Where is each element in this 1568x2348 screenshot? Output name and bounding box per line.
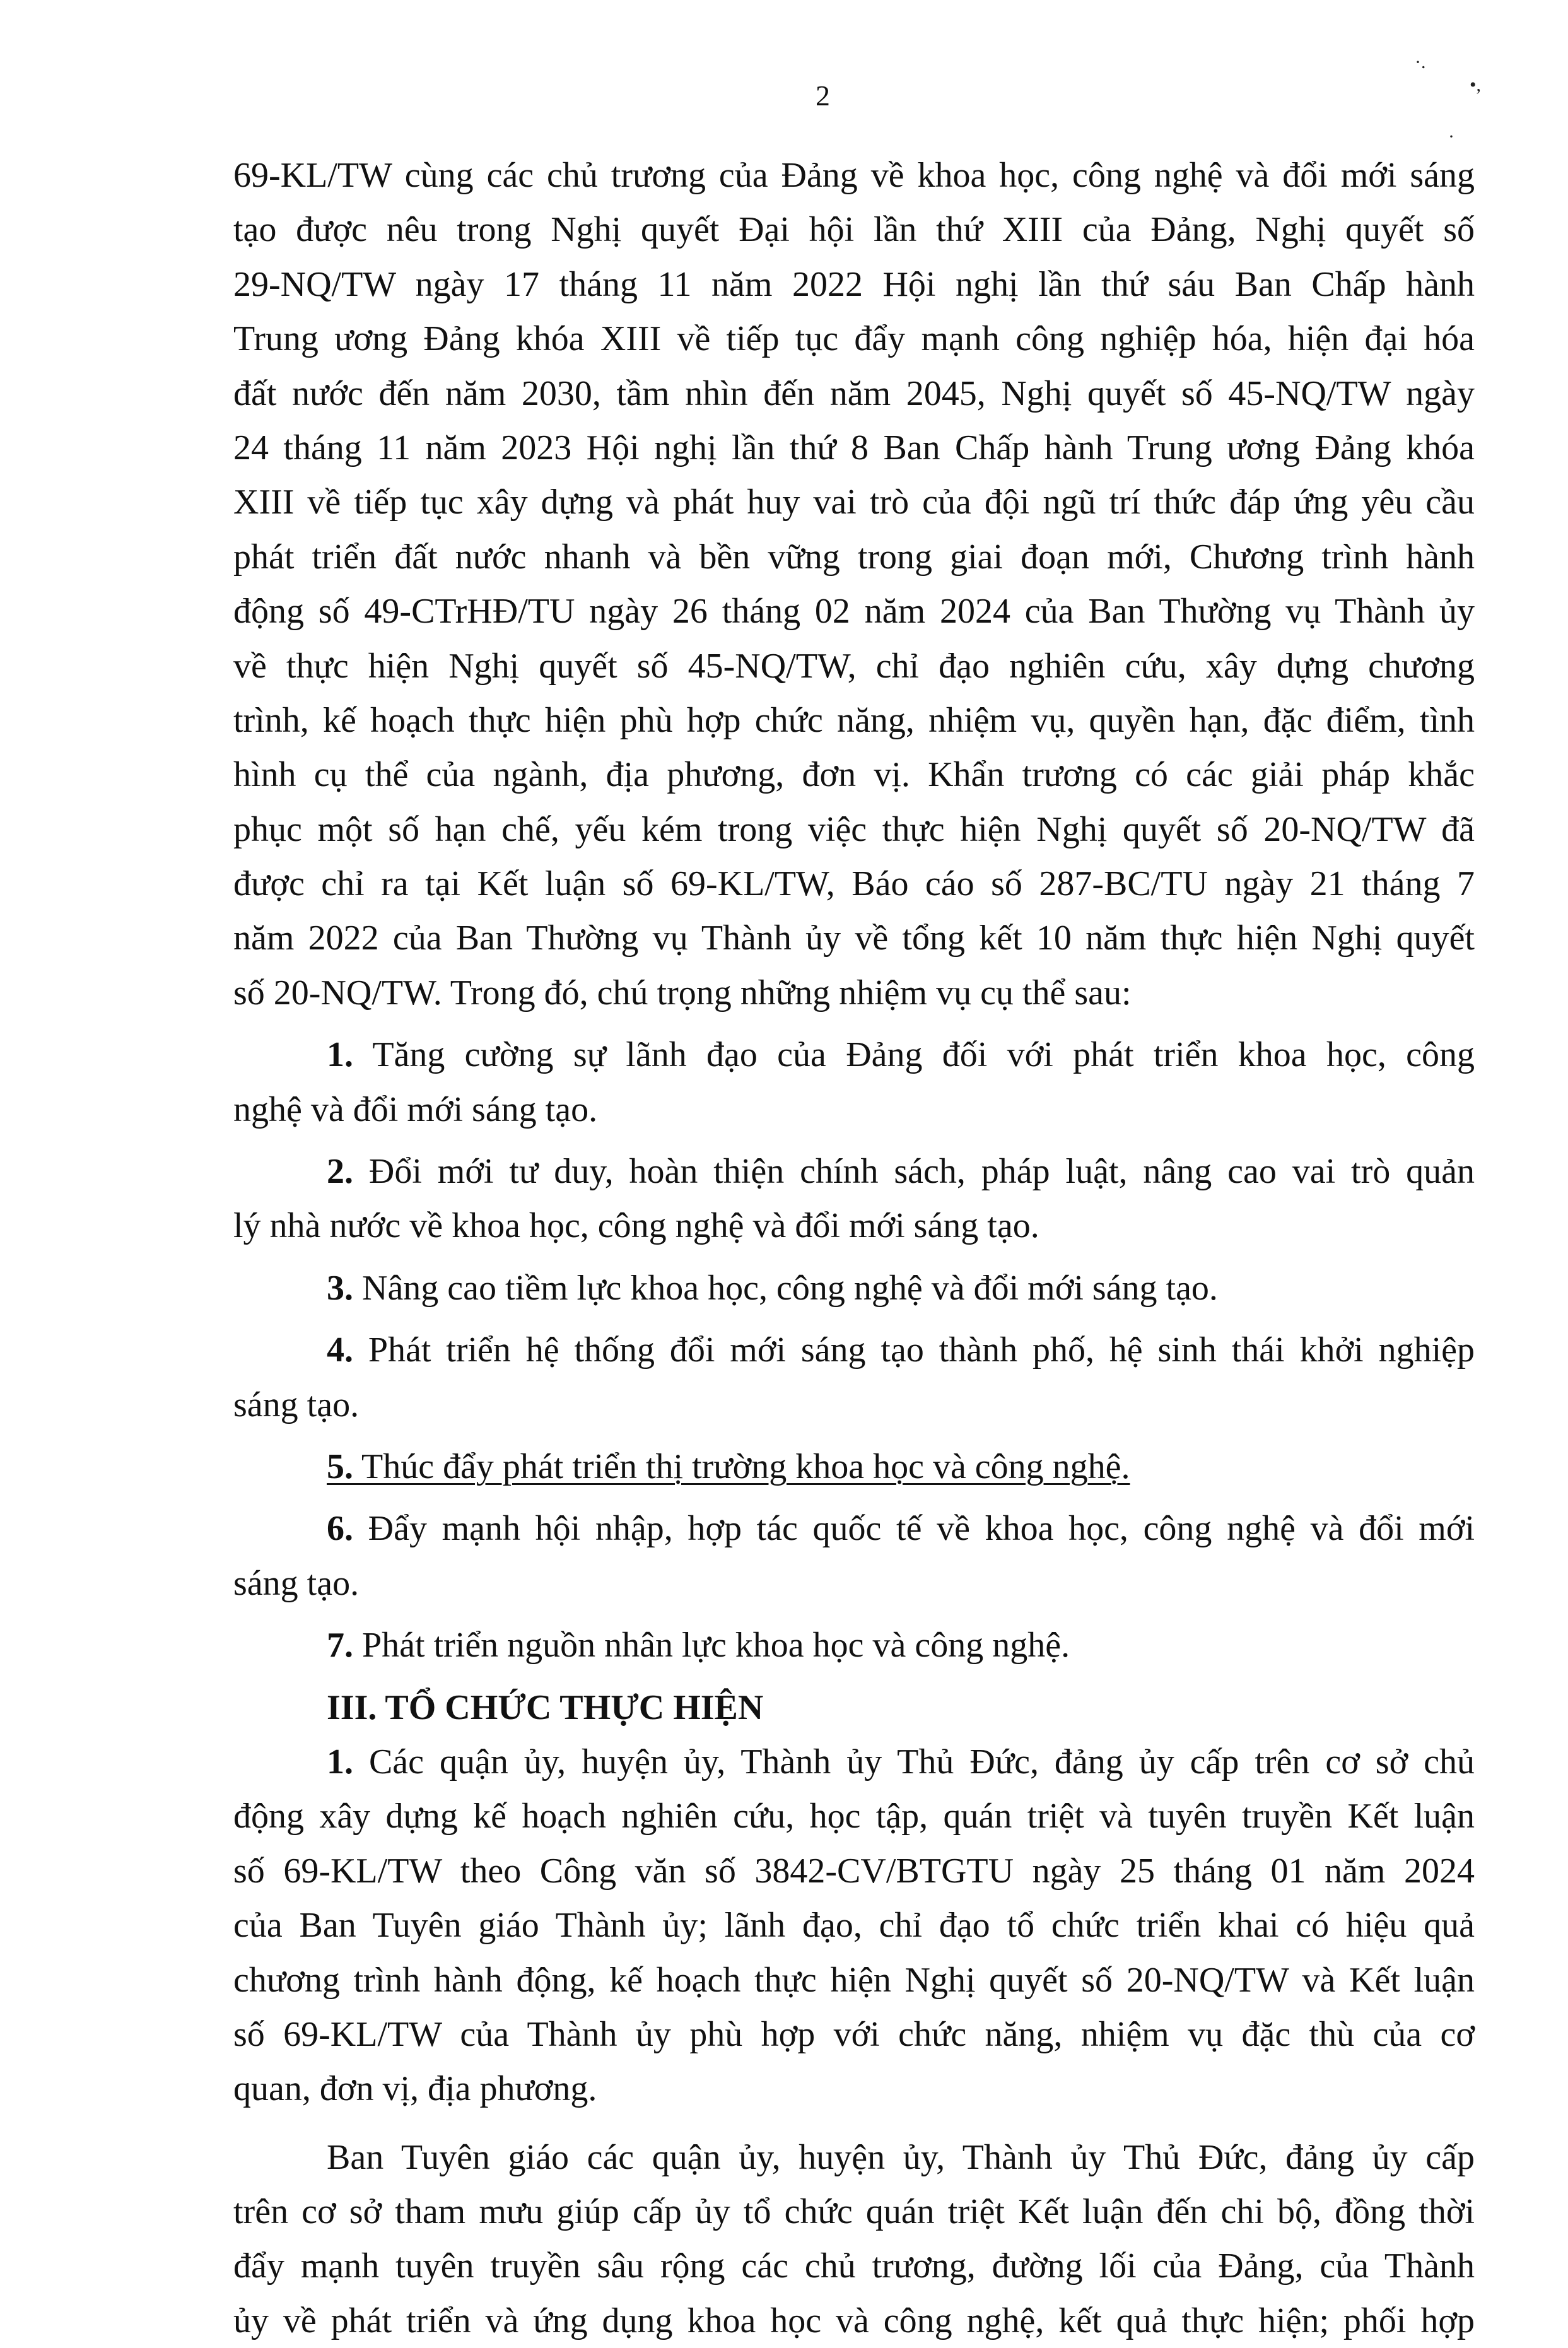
task-item-7 <box>233 1618 1475 1672</box>
scan-speck: · <box>1448 126 1454 147</box>
paragraph-line: phục một số hạn chế, yếu kém trong việc thực hiện Nghị quyết số 20-NQ/TW đã <box>233 809 1475 849</box>
implementation-text: quan, đơn vị, địa phương. <box>233 2069 597 2109</box>
paragraph-line: 24 tháng 11 năm 2023 Hội nghị lần thứ 8 Ban Chấp hành Trung ương Đảng khóa <box>233 428 1475 467</box>
paragraph-line: hình cụ thể của ngành, địa phương, đơn vị. Khẩn trương có các giải pháp khắc <box>233 755 1475 795</box>
task-number: 1. <box>327 1742 353 1782</box>
task-item-5 <box>233 1440 1475 1494</box>
implementation-text: Các quận ủy, huyện ủy, Thành ủy Thủ Đức, đảng ủy cấp trên cơ sở chủ <box>368 1742 1475 1782</box>
task-item-6 <box>233 1501 1475 1611</box>
implementation-text: số 69-KL/TW của Thành ủy phù hợp với chức năng, nhiệm vụ đặc thù của cơ <box>233 2014 1475 2054</box>
task-item-1 <box>233 1028 1475 1137</box>
task-text: Đẩy mạnh hội nhập, hợp tác quốc tế về khoa học, công nghệ và đổi mới <box>368 1509 1475 1549</box>
paragraph-line: động số 49-CTrHĐ/TU ngày 26 tháng 02 năm 2024 của Ban Thường vụ Thành ủy <box>233 592 1475 631</box>
page-number: 2 <box>816 79 830 112</box>
task-item-3 <box>233 1261 1475 1315</box>
implementation-item-1 <box>233 1735 1475 2116</box>
scan-speck: •, <box>1470 74 1482 95</box>
paragraph-line: Trung ương Đảng khóa XIII về tiếp tục đẩy mạnh công nghiệp hóa, hiện đại hóa <box>233 319 1475 359</box>
paragraph-line: trên cơ sở tham mưu giúp cấp ủy tổ chức quán triệt Kết luận đến chi bộ, đồng thời <box>233 2192 1475 2232</box>
task-number: 7. <box>327 1626 353 1665</box>
scan-speck: ·. <box>1415 52 1426 73</box>
task-text: Phát triển nguồn nhân lực khoa học và công nghệ. <box>362 1626 1070 1665</box>
paragraph-line: số 20-NQ/TW. Trong đó, chú trọng những nhiệm vụ cụ thể sau: <box>233 973 1132 1013</box>
task-text: sáng tạo. <box>233 1563 360 1603</box>
task-text: lý nhà nước về khoa học, công nghệ và đổi mới sáng tạo. <box>233 1206 1039 1246</box>
task-text: Đổi mới tư duy, hoàn thiện chính sách, pháp luật, nâng cao vai trò quản <box>368 1152 1475 1192</box>
section-heading: III. TỔ CHỨC THỰC HIỆN <box>327 1688 764 1727</box>
implementation-text: chương trình hành động, kế hoạch thực hiện Nghị quyết số 20-NQ/TW và Kết luận <box>233 1960 1475 2000</box>
task-text: Nâng cao tiềm lực khoa học, công nghệ và đổi mới sáng tạo. <box>362 1268 1218 1308</box>
paragraph-line: trình, kế hoạch thực hiện phù hợp chức năng, nhiệm vụ, quyền hạn, đặc điểm, tình <box>233 700 1475 740</box>
task-number: 6. <box>327 1509 353 1549</box>
task-text: Tăng cường sự lãnh đạo của Đảng đối với phát triển khoa học, công <box>372 1035 1475 1075</box>
task-number: 1. <box>327 1035 353 1075</box>
paragraph-line: năm 2022 của Ban Thường vụ Thành ủy về tổng kết 10 năm thực hiện Nghị quyết <box>233 919 1475 958</box>
implementation-text: của Ban Tuyên giáo Thành ủy; lãnh đạo, chỉ đạo tổ chức triển khai có hiệu quả <box>233 1906 1475 1946</box>
task-number: 4. <box>327 1330 353 1370</box>
paragraph-line: Ban Tuyên giáo các quận ủy, huyện ủy, Thành ủy Thủ Đức, đảng ủy cấp <box>327 2137 1475 2177</box>
paragraph-line: XIII về tiếp tục xây dựng và phát huy vai trò của đội ngũ trí thức đáp ứng yêu cầu <box>233 483 1475 522</box>
paragraph-line: 29-NQ/TW ngày 17 tháng 11 năm 2022 Hội nghị lần thứ sáu Ban Chấp hành <box>233 264 1475 304</box>
paragraph-line: ủy về phát triển và ứng dụng khoa học và công nghệ, kết quả thực hiện; phối hợp <box>233 2301 1475 2340</box>
task-number: 3. <box>327 1268 353 1308</box>
paragraph-line: tạo được nêu trong Nghị quyết Đại hội lần thứ XIII của Đảng, Nghị quyết số <box>233 210 1475 250</box>
task-text: Phát triển hệ thống đổi mới sáng tạo thành phố, hệ sinh thái khởi nghiệp <box>368 1330 1475 1370</box>
task-number: 5. <box>327 1447 353 1486</box>
intro-paragraph <box>233 148 1475 1020</box>
task-text: sáng tạo. <box>233 1385 360 1424</box>
task-item-4 <box>233 1323 1475 1432</box>
paragraph-line: đất nước đến năm 2030, tầm nhìn đến năm 2045, Nghị quyết số 45-NQ/TW ngày <box>233 373 1475 413</box>
task-text: nghệ và đổi mới sáng tạo. <box>233 1089 598 1129</box>
implementation-text: số 69-KL/TW theo Công văn số 3842-CV/BTGTU ngày 25 tháng 01 năm 2024 <box>233 1851 1475 1891</box>
paragraph-line: về thực hiện Nghị quyết số 45-NQ/TW, chỉ đạo nghiên cứu, xây dựng chương <box>233 646 1475 686</box>
paragraph-line: 69-KL/TW cùng các chủ trương của Đảng về khoa học, công nghệ và đổi mới sáng <box>233 156 1475 195</box>
document-body <box>233 148 1475 2348</box>
paragraph-line: đẩy mạnh tuyên truyền sâu rộng các chủ trương, đường lối của Đảng, của Thành <box>233 2246 1475 2286</box>
propaganda-paragraph <box>233 2130 1475 2348</box>
task-text: Thúc đẩy phát triển thị trường khoa học và công nghệ. <box>361 1447 1130 1486</box>
paragraph-line: được chỉ ra tại Kết luận số 69-KL/TW, Báo cáo số 287-BC/TU ngày 21 tháng 7 <box>233 864 1475 904</box>
task-number: 2. <box>327 1152 353 1192</box>
task-item-2 <box>233 1144 1475 1253</box>
implementation-text: động xây dựng kế hoạch nghiên cứu, học tập, quán triệt và tuyên truyền Kết luận <box>233 1797 1475 1836</box>
paragraph-line: phát triển đất nước nhanh và bền vững trong giai đoạn mới, Chương trình hành <box>233 537 1475 577</box>
